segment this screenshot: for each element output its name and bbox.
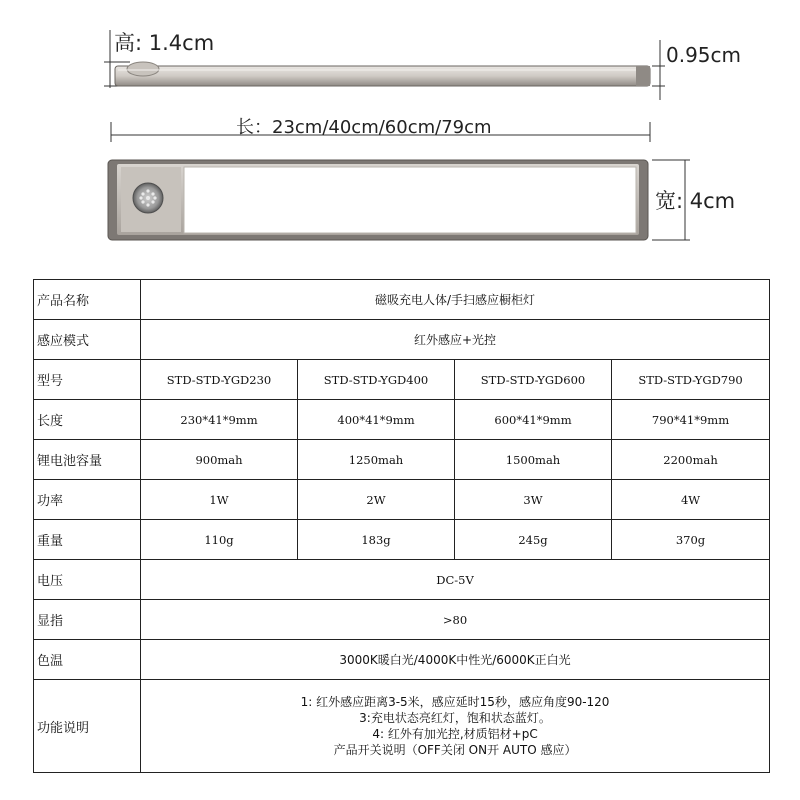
length-cell: 400*41*9mm	[298, 400, 455, 440]
row-label: 型号	[34, 360, 141, 400]
length-cell: 600*41*9mm	[455, 400, 612, 440]
table-row	[34, 280, 770, 320]
thickness-label: 0.95cm	[666, 43, 742, 67]
model-cell: STD-STD-YGD600	[455, 360, 612, 400]
table-row	[34, 600, 770, 640]
function-line: 3:充电状态亮红灯，饱和状态蓝灯。	[359, 711, 551, 725]
row-label: 显指	[34, 600, 141, 640]
spec-table	[33, 279, 770, 773]
power-cell: 1W	[141, 480, 298, 520]
model-cell: STD-STD-YGD230	[141, 360, 298, 400]
model-cell: STD-STD-YGD400	[298, 360, 455, 400]
table-row	[34, 360, 770, 400]
battery-cell: 2200mah	[612, 440, 770, 480]
table-row	[34, 480, 770, 520]
row-label: 产品名称	[34, 280, 141, 320]
table-row	[34, 320, 770, 360]
power-cell: 2W	[298, 480, 455, 520]
table-row	[34, 640, 770, 680]
table-row	[34, 680, 770, 773]
length-cell: 230*41*9mm	[141, 400, 298, 440]
cri-value: >80	[141, 600, 770, 640]
weight-cell: 110g	[141, 520, 298, 560]
thickness-dimension-lines	[652, 40, 665, 100]
battery-cell: 1250mah	[298, 440, 455, 480]
battery-cell: 900mah	[141, 440, 298, 480]
table-row	[34, 560, 770, 600]
row-label: 色温	[34, 640, 141, 680]
length-cell: 790*41*9mm	[612, 400, 770, 440]
row-label: 电压	[34, 560, 141, 600]
row-label: 锂电池容量	[34, 440, 141, 480]
table-row	[34, 520, 770, 560]
weight-cell: 245g	[455, 520, 612, 560]
table-row	[34, 440, 770, 480]
row-label: 功率	[34, 480, 141, 520]
side-view-bar	[115, 62, 650, 86]
weight-cell: 183g	[298, 520, 455, 560]
weight-cell: 370g	[612, 520, 770, 560]
function-line: 1: 红外感应距离3-5米，感应延时15秒，感应角度90-120	[300, 695, 610, 709]
power-cell: 4W	[612, 480, 770, 520]
voltage-value: DC-5V	[141, 560, 770, 600]
row-label: 功能说明	[34, 680, 141, 773]
row-label: 感应模式	[34, 320, 141, 360]
power-cell: 3W	[455, 480, 612, 520]
sensing-mode-value: 红外感应+光控	[141, 320, 770, 360]
product-name-value: 磁吸充电人体/手扫感应橱柜灯	[141, 280, 770, 320]
product-dimension-diagram	[0, 0, 800, 260]
battery-cell: 1500mah	[455, 440, 612, 480]
height-label: 高: 1.4cm	[114, 31, 215, 55]
color-temp-value: 3000K暖白光/4000K中性光/6000K正白光	[141, 640, 770, 680]
table-row	[34, 400, 770, 440]
function-description	[141, 680, 770, 773]
length-label: 长：23cm/40cm/60cm/79cm	[236, 117, 492, 138]
row-label: 长度	[34, 400, 141, 440]
front-view-bar	[108, 160, 648, 240]
function-line: 4: 红外有加光控,材质铝材+pC	[372, 727, 538, 741]
width-label: 宽: 4cm	[655, 189, 736, 213]
row-label: 重量	[34, 520, 141, 560]
function-line: 产品开关说明（OFF关闭 ON开 AUTO 感应）	[333, 743, 577, 757]
model-cell: STD-STD-YGD790	[612, 360, 770, 400]
